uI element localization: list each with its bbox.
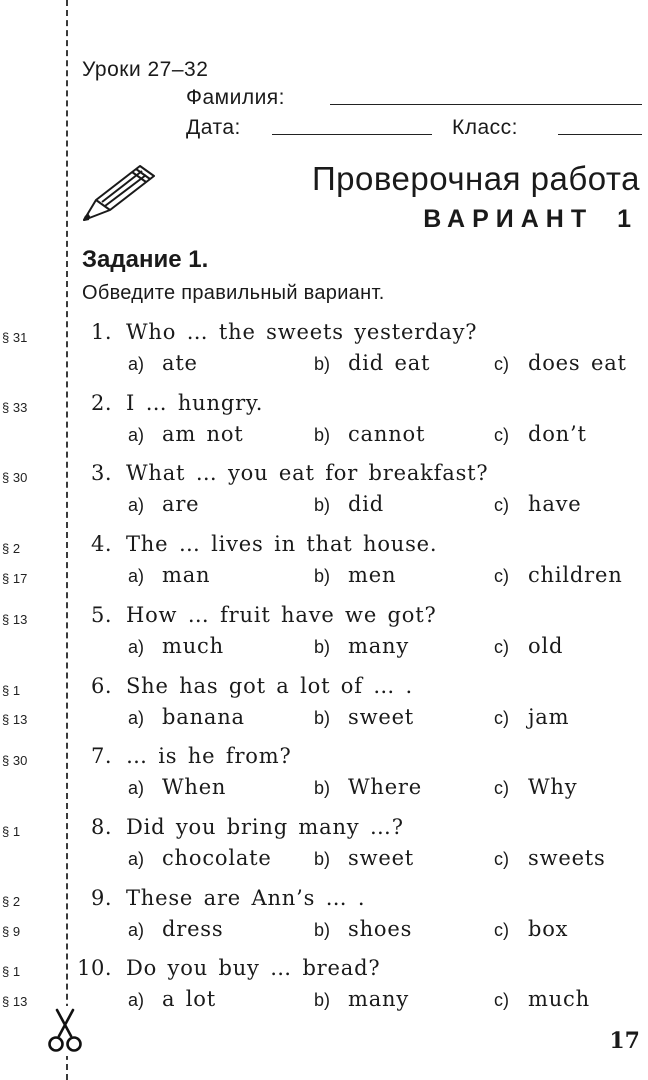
- answer-option[interactable]: chocolate: [162, 845, 272, 870]
- option-letter: a): [128, 707, 145, 728]
- section-reference: § 1: [2, 824, 21, 839]
- surname-field[interactable]: [330, 104, 642, 105]
- task-instruction: Обведите правильный вариант.: [82, 282, 385, 304]
- option-letter: b): [314, 778, 331, 799]
- question-number: 2.: [90, 390, 112, 415]
- answer-option[interactable]: dress: [162, 916, 224, 941]
- answer-option[interactable]: am not: [162, 421, 244, 446]
- page-title: Проверочная работа: [311, 160, 640, 197]
- option-letter: a): [128, 919, 145, 940]
- question-number: 7.: [90, 744, 112, 769]
- section-reference: § 1: [2, 683, 21, 698]
- question-text: Do you buy … bread?: [126, 956, 381, 981]
- date-field[interactable]: [272, 134, 432, 135]
- section-reference: § 13: [2, 712, 28, 727]
- page-number: 17: [609, 1028, 640, 1054]
- surname-label: Фамилия:: [186, 86, 286, 109]
- question-number: 3.: [90, 461, 112, 486]
- answer-option[interactable]: sweet: [348, 704, 415, 729]
- answer-option[interactable]: old: [528, 633, 564, 658]
- question-number: 6.: [90, 673, 112, 698]
- option-letter: b): [314, 990, 331, 1011]
- answer-option[interactable]: men: [348, 563, 397, 588]
- option-letter: b): [314, 424, 331, 445]
- section-reference: § 31: [2, 330, 28, 345]
- section-reference: § 1: [2, 964, 21, 979]
- section-reference: § 13: [2, 994, 28, 1009]
- answer-option[interactable]: much: [162, 633, 224, 658]
- pencil-icon: [80, 162, 158, 224]
- scissors-icon: [44, 1006, 86, 1056]
- section-reference: § 17: [2, 571, 28, 586]
- section-reference: § 30: [2, 470, 28, 485]
- question-text: I … hungry.: [126, 390, 264, 415]
- answer-option[interactable]: have: [528, 492, 582, 517]
- option-letter: a): [128, 778, 145, 799]
- question-number: 5.: [90, 602, 112, 627]
- option-letter: b): [314, 707, 331, 728]
- question-text: How … fruit have we got?: [126, 602, 437, 627]
- answer-option[interactable]: sweet: [348, 845, 415, 870]
- answer-option[interactable]: shoes: [348, 916, 413, 941]
- option-letter: a): [128, 566, 145, 587]
- answer-option[interactable]: box: [528, 916, 569, 941]
- answer-option[interactable]: children: [528, 563, 623, 588]
- answer-option[interactable]: sweets: [528, 845, 606, 870]
- answer-option[interactable]: Where: [348, 775, 423, 800]
- option-letter: a): [128, 848, 145, 869]
- answer-option[interactable]: cannot: [348, 421, 426, 446]
- option-letter: c): [494, 848, 509, 869]
- answer-option[interactable]: many: [348, 633, 410, 658]
- option-letter: a): [128, 990, 145, 1011]
- section-reference: § 2: [2, 894, 21, 909]
- question-text: Who … the sweets yesterday?: [126, 320, 478, 344]
- question-number: 4.: [90, 532, 112, 557]
- answer-option[interactable]: jam: [528, 704, 570, 729]
- option-letter: b): [314, 354, 331, 374]
- option-letter: b): [314, 636, 331, 657]
- cut-line: [66, 0, 68, 1080]
- answer-option[interactable]: Why: [528, 775, 578, 800]
- answer-option[interactable]: don’t: [528, 421, 587, 446]
- answer-option[interactable]: much: [528, 987, 590, 1012]
- option-letter: b): [314, 919, 331, 940]
- question-text: The … lives in that house.: [126, 532, 438, 557]
- section-reference: § 30: [2, 753, 28, 768]
- answer-option[interactable]: does eat: [528, 351, 627, 375]
- option-letter: b): [314, 848, 331, 869]
- question-text: These are Ann’s … .: [126, 885, 366, 910]
- question-text: … is he from?: [126, 744, 292, 769]
- option-letter: c): [494, 919, 509, 940]
- question-text: What … you eat for breakfast?: [126, 461, 489, 486]
- answer-option[interactable]: When: [162, 775, 227, 800]
- option-letter: b): [314, 566, 331, 587]
- question-number: 1.: [90, 320, 112, 344]
- answer-option[interactable]: many: [348, 987, 410, 1012]
- question-number: 9.: [90, 885, 112, 910]
- option-letter: a): [128, 495, 145, 516]
- answer-option[interactable]: did: [348, 492, 385, 517]
- answer-option[interactable]: man: [162, 563, 211, 588]
- question-text: She has got a lot of … .: [126, 673, 414, 698]
- option-letter: b): [314, 495, 331, 516]
- lessons-label: Уроки 27–32: [82, 58, 209, 81]
- date-label: Дата:: [186, 116, 241, 139]
- option-letter: c): [494, 495, 509, 516]
- option-letter: c): [494, 778, 509, 799]
- task-title: Задание 1.: [82, 246, 209, 273]
- option-letter: c): [494, 424, 509, 445]
- answer-option[interactable]: a lot: [162, 987, 216, 1012]
- option-letter: c): [494, 566, 509, 587]
- option-letter: a): [128, 636, 145, 657]
- answer-option[interactable]: ate: [162, 351, 198, 375]
- variant-label: ВАРИАНТ 1: [423, 205, 638, 233]
- class-field[interactable]: [558, 134, 642, 135]
- option-letter: c): [494, 990, 509, 1011]
- option-letter: a): [128, 424, 145, 445]
- section-reference: § 33: [2, 400, 28, 415]
- answer-option[interactable]: are: [162, 492, 200, 517]
- question-text: Did you bring many …?: [126, 814, 404, 839]
- question-number: 8.: [90, 814, 112, 839]
- class-label: Класс:: [452, 116, 518, 139]
- option-letter: c): [494, 707, 509, 728]
- question-number: 10.: [77, 956, 112, 981]
- section-reference: § 13: [2, 612, 28, 627]
- option-letter: c): [494, 636, 509, 657]
- answer-option[interactable]: did eat: [348, 351, 431, 375]
- section-reference: § 2: [2, 541, 21, 556]
- option-letter: c): [494, 354, 509, 374]
- answer-option[interactable]: banana: [162, 704, 245, 729]
- option-letter: a): [128, 354, 145, 374]
- section-reference: § 9: [2, 924, 21, 939]
